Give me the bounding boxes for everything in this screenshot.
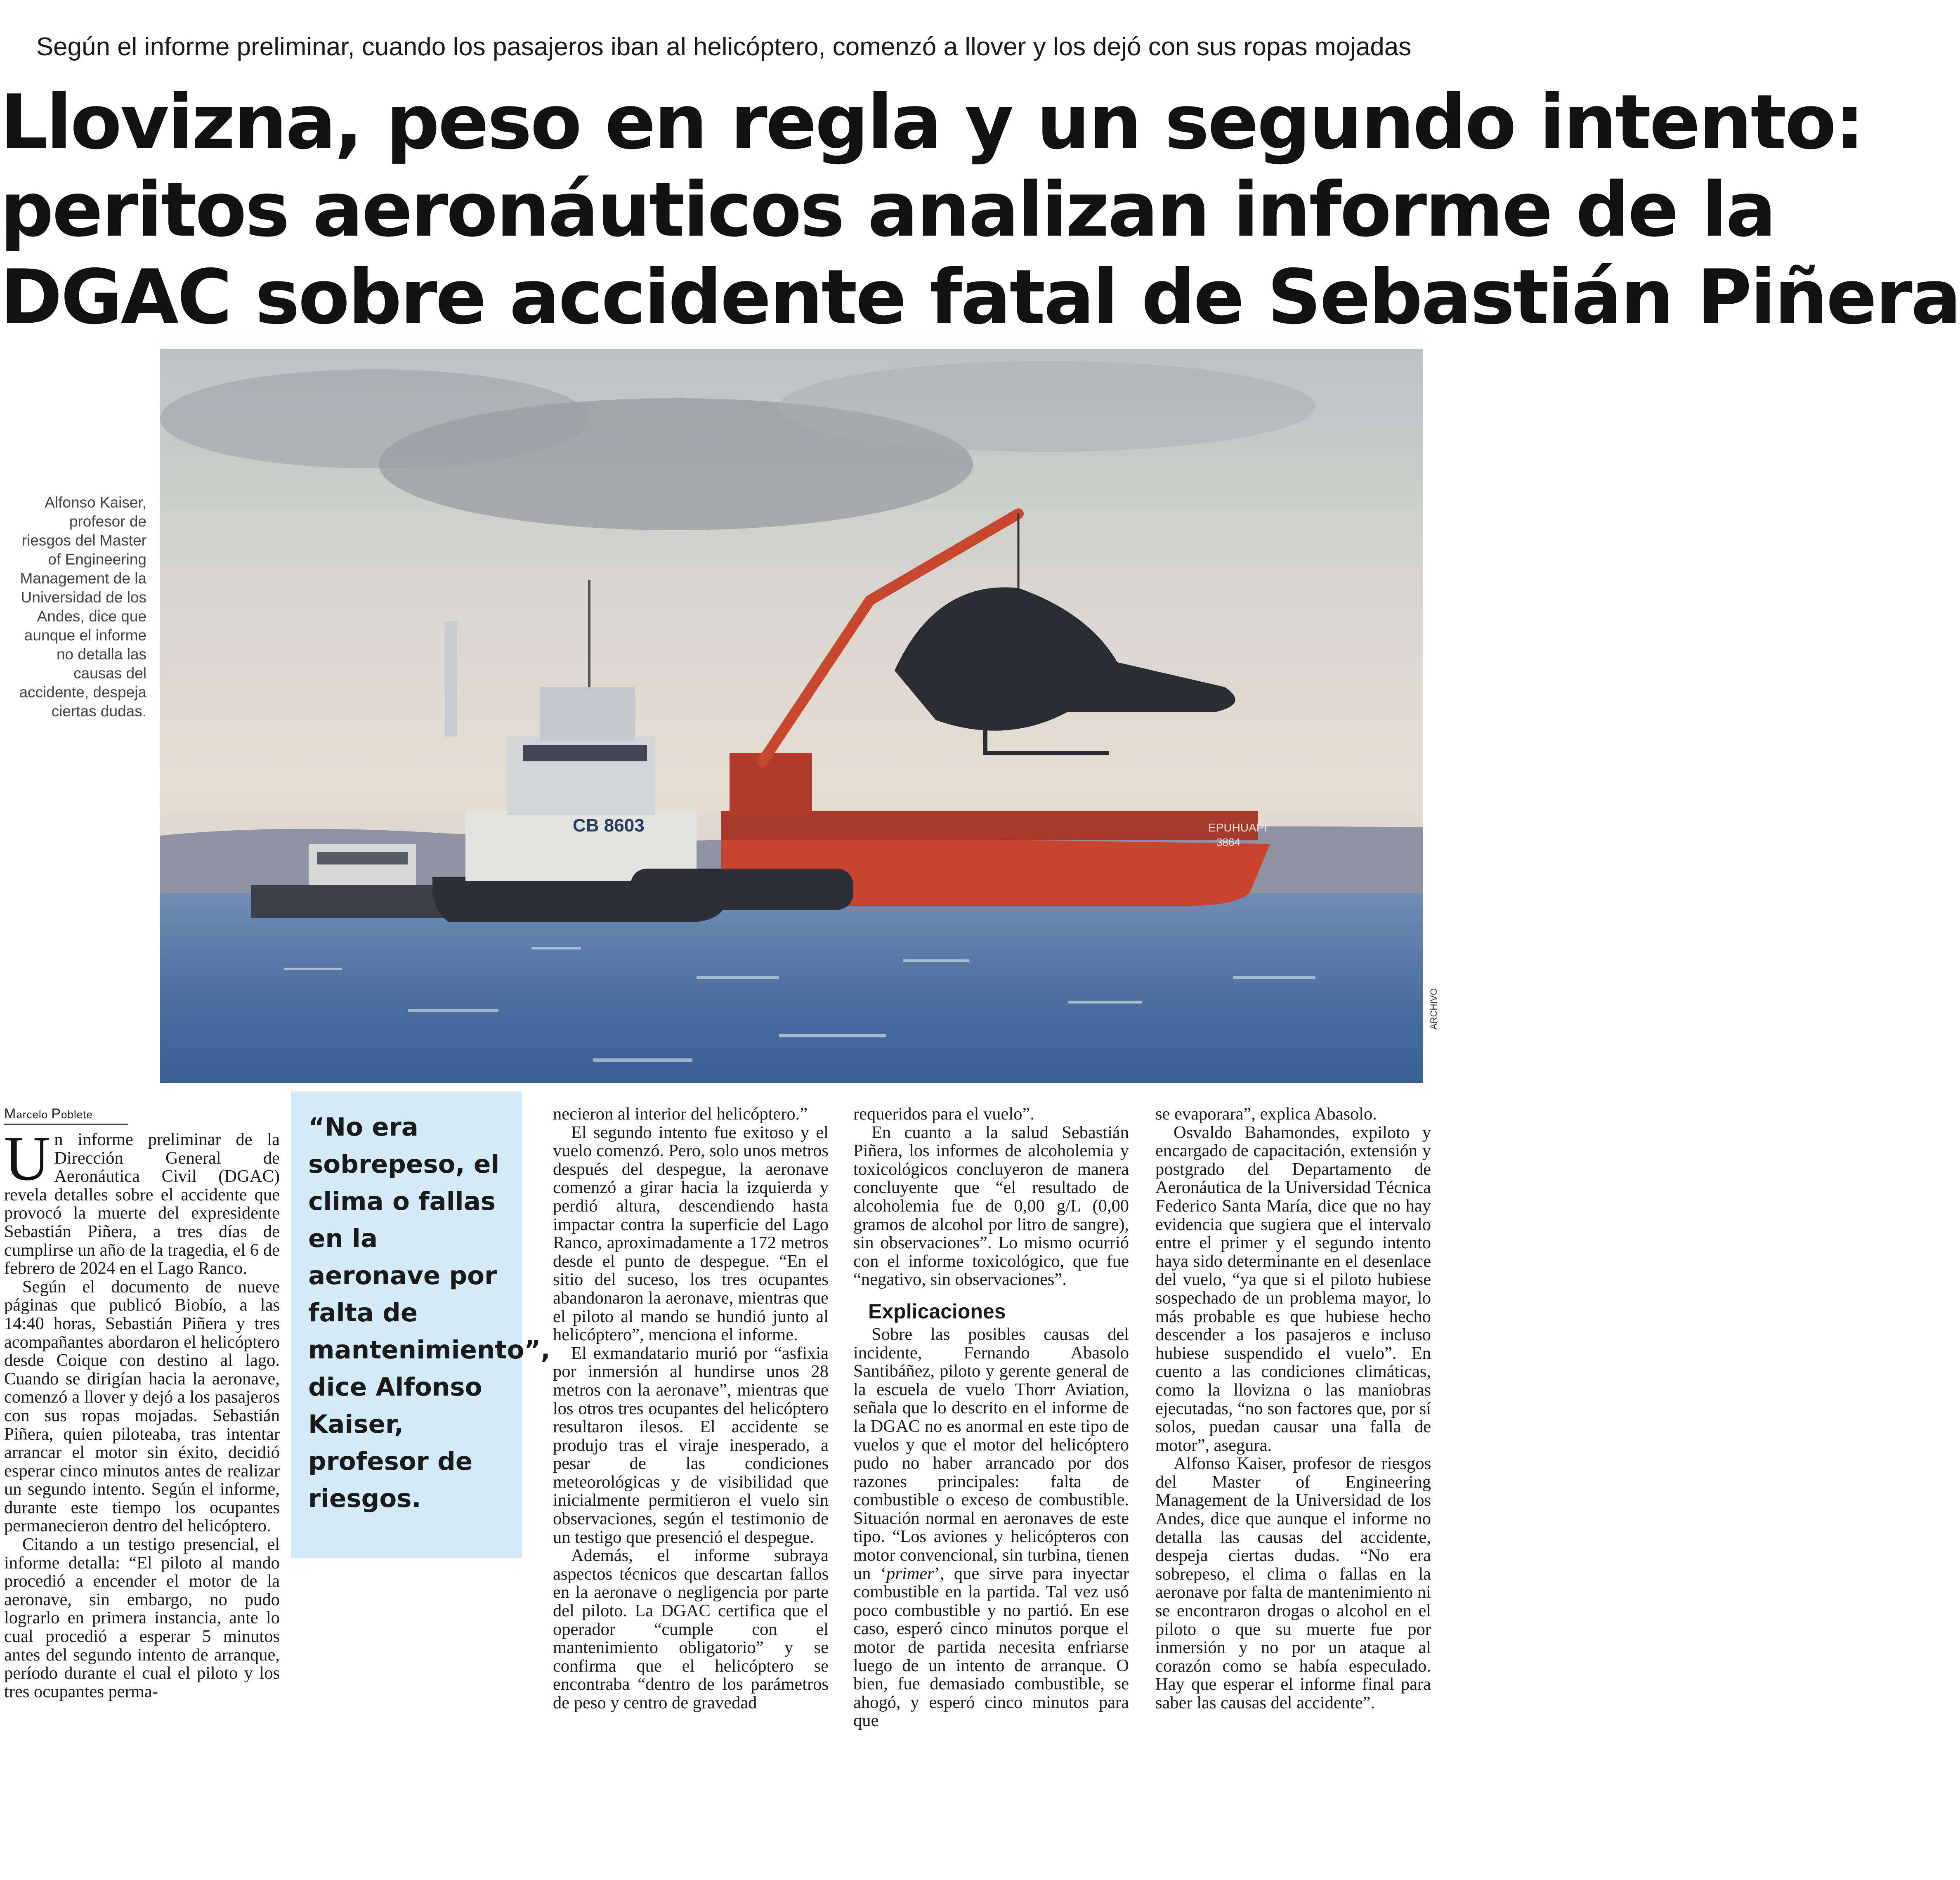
article-paragraph: se evaporara”, explica Abasolo. [1155,1104,1377,1124]
barge-number: 3864 [1216,836,1240,848]
article-paragraph: Osvaldo Bahamondes, expiloto y encargado de capacitación, extensión y postgrado del Departamento de Aeronáutica de la Universidad Técnica Federico Santa María, dice que no hay evidencia que sugiera que el intervalo entre el primer y el segundo intento haya sido determinante en el desenlace del vuelo, “ya que si el piloto hubiese sospechado de un problema mayor, lo más probable es que hubiese hecho descender a los pasajeros e incluso hubiese suspendido el vuelo”. En cuento a las condiciones climáticas, como la llovizna o las maniobras ejecutadas, “no son factores que, por sí solos, puedan causar una falla de motor”, asegura. [1155,1122,1431,1455]
lake [160,893,1423,1083]
paragraph-text: Sobre las posibles causas del incidente, Fernando Abasolo Santibáñez, piloto y gerente general de la escuela de vuelo Thorr Aviation, señala que lo descrito en el informe de la DGAC no es anormal en este tipo de vuelos y que el motor del helicóptero pudo no haber arrancado por dos razones principales: falta de combustible o exceso de combustible. Situación normal en aeronaves de este tipo. “Los aviones y helicópteros con motor convencional, sin turbina, tienen un ‘ [853,1324,1129,1583]
headline-line-3: DGAC sobre accidente fatal de Sebastián Piñera [0,253,1960,341]
headline-line-2: peritos aeronáuticos analizan informe de la [0,166,1775,253]
headline-line-1: Llovizna, peso en regla y un segundo intento: [0,78,1863,166]
article-column-2 [553,1105,829,1712]
article-paragraph: Citando a un testigo presencial, el informe detalla: “El piloto al mando procedió a encender el motor de la aeronave, sin embargo, no pudo lograrlo en primera instancia, ante lo cual procedió a esperar 5 minutos antes del segundo intento de arranque, período durante el cual el piloto y los tres ocupantes perma- [4,1535,280,1701]
byline-first-rest: arcelo [16,1108,52,1121]
paragraph-text: ’, que sirve para inyectar combustible en la partida. Tal vez usó poco combustible y no partió. En ese caso, esperó cinco minutos porque el motor de partida necesita enfriarse luego de un intento de arranque. O bien, fue demasiado combustible, se ahogó, y esperó cinco minutos para que [853,1564,1129,1731]
headline [0,78,1960,341]
pull-quote [291,1091,550,1558]
article-paragraph: necieron al interior del helicóptero.” [553,1104,808,1124]
drop-cap: U [4,1124,50,1194]
subhead-explicaciones: Explicaciones [868,1299,1006,1323]
hull-number: CB 8603 [573,815,645,836]
emphasis-primer: primer [886,1564,934,1583]
news-photo [160,349,1423,1083]
byline-last-rest: oblete [61,1108,93,1121]
article-paragraph: requeridos para el vuelo”. [853,1104,1034,1124]
article-paragraph: El segundo intento fue exitoso y el vuelo comenzó. Pero, solo unos metros después del despegue, la aeronave comenzó a girar hacia la izquierda y perdió altura, descendiendo hasta impactar contra la superficie del Lago Ranco, aproximadamente a 172 metros desde el punto de despegue. “En el sitio del suceso, los tres ocupantes abandonaron la aeronave, mientras que el piloto al mando se hundió junto al helicóptero”, menciona el informe. [553,1122,829,1345]
byline-initial-last: P [51,1106,61,1122]
pull-quote-text: “No era sobrepeso, el clima o fallas en la aeronave por falta de mantenimiento”, dice Alfonso Kaiser, profesor de riesgos. [308,1112,550,1513]
article-paragraph: El exmandatario murió por “asfixia por inmersión al hundirse unos 28 metros con la aeronave”, mientras que los otros tres ocupantes del helicóptero resultaron ilesos. El accidente se produjo tras el viraje inesperado, a pesar de las condiciones meteorológicas y de visibilidad que inicialmente permitieron el vuelo sin observaciones, según el testimonio de un testigo que presenció el despegue. [553,1343,829,1547]
article-paragraph [853,1325,1129,1730]
article-column-4 [1155,1105,1431,1712]
article-paragraph: Alfonso Kaiser, profesor de riesgos del Master of Engineering Management de la Universidad de los Andes, dice que aunque el informe no detalla las causas del accidente, despeja ciertas dudas. “No era sobrepeso, el clima o fallas en la aeronave por falta de mantenimiento ni se encontraron drogas o alcohol en el piloto o que su muerte fue por inmersión y no por un ataque al corazón como se había especulado. Hay que esperar el informe final para saber las causas del accidente”. [1155,1454,1431,1712]
barge-name: EPUHUAPI [1208,821,1268,834]
article-paragraph: Según el documento de nueve páginas que publicó Biobío, a las 14:40 horas, Sebastián Piñera y tres acompañantes abordaron el helicóptero desde Coique con destino al lago. Cuando se dirigían hacia la aeronave, comenzó a llover y dejó a los pasajeros con sus ropas mojadas. Sebastián Piñera, quien piloteaba, tras intentar arrancar el motor sin éxito, decidió esperar cinco minutos antes de realizar un segundo intento. Según el informe, durante este tiempo los ocupantes permanecieron dentro del helicóptero. [4,1277,280,1536]
photo-caption: Alfonso Kaiser, profesor de riesgos del Master of Engineering Management de la Universidad de los Andes, dice que aunque el informe no detalla las causas del accidente, despeja ciertas dudas. [19,494,146,720]
kicker: Según el informe preliminar, cuando los pasajeros iban al helicóptero, comenzó a llover y los dejó con sus ropas mojadas [36,33,1412,61]
article-paragraph: En cuanto a la salud Sebastián Piñera, los informes de alcoholemia y toxicológicos concluyeron de manera concluyente que “el resultado de alcoholemia fue de 0,00 g/L (0,00 gramos de alcohol por litro de sangre), sin observaciones”. Lo mismo ocurrió con el informe toxicológico, que fue “negativo, sin observaciones”. [853,1122,1129,1290]
article-column-1 [4,1124,280,1701]
byline [4,1106,128,1125]
byline-initial-first: M [4,1106,17,1122]
article-column-3 [853,1105,1129,1730]
photo-credit: ARCHIVO [1429,988,1439,1030]
cloud [160,369,589,468]
photo-illustration [160,349,1423,1083]
article-paragraph: Además, el informe subraya aspectos técnicos que descartan fallos en la aeronave o negligencia por parte del piloto. La DGAC certifica que el operador “cumple con el mantenimiento obligatorio” y se confirma que el helicóptero se encontraba “dentro de los parámetros de peso y centro de gravedad [553,1546,829,1712]
cloud [779,361,1315,452]
paragraph-text: n informe preliminar de la Dirección General de Aeronáutica Civil (DGAC) revela detalles sobre el accidente que provocó la muerte del expresidente Sebastián Piñera, a tres días de cumplirse un año de la tragedia, el 6 de febrero de 2024 en el Lago Ranco. [4,1130,280,1278]
article-paragraph [4,1124,280,1278]
